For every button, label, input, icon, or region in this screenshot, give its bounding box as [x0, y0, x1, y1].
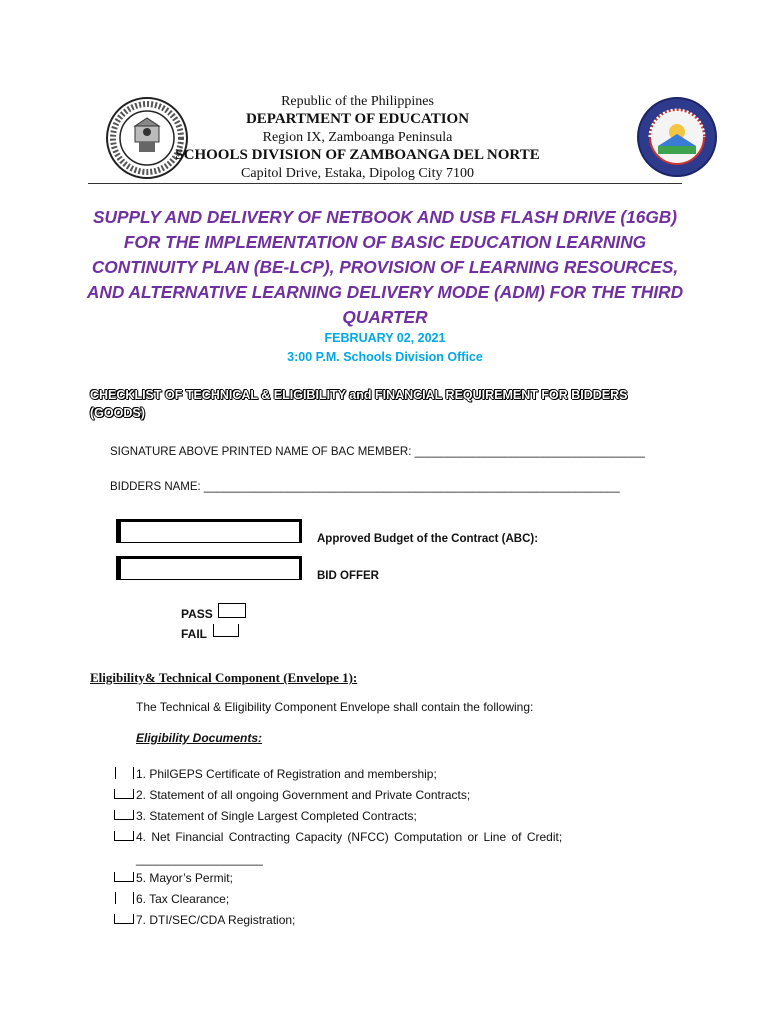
region-line: Region IX, Zamboanga Peninsula	[262, 130, 453, 145]
fail-label: FAIL	[181, 627, 207, 641]
address-line: Capitol Drive, Estaka, Dipolog City 7100	[241, 166, 474, 181]
item-4-continuation: ___________________	[136, 852, 263, 866]
item-5-checkbox[interactable]	[114, 872, 134, 882]
list-item: 4. Net Financial Contracting Capacity (NFCC) Computation or Line of Credit;	[136, 830, 563, 844]
title-line-5: QUARTER	[342, 307, 428, 327]
bid-offer-input-box[interactable]	[116, 556, 302, 580]
abc-label: Approved Budget of the Contract (ABC):	[317, 533, 539, 545]
item-7-checkbox[interactable]	[114, 914, 134, 924]
fail-checkbox[interactable]	[213, 624, 239, 637]
title-line-4: AND ALTERNATIVE LEARNING DELIVERY MODE (ADM) FOR THE THIRD	[86, 282, 684, 302]
eligibility-heading: Eligibility& Technical Component (Envelope 1):	[90, 670, 358, 685]
document-title	[80, 205, 690, 330]
department-line: DEPARTMENT OF EDUCATION	[245, 111, 470, 127]
list-item: 7. DTI/SEC/CDA Registration;	[136, 913, 296, 927]
signature-line: SIGNATURE ABOVE PRINTED NAME OF BAC MEMBER: ____________________________________	[110, 446, 645, 458]
title-line-1: SUPPLY AND DELIVERY OF NETBOOK AND USB FLASH DRIVE (16GB)	[92, 207, 678, 227]
pass-checkbox[interactable]	[218, 603, 246, 618]
item-3-checkbox[interactable]	[114, 810, 134, 820]
republic-line: Republic of the Philippines	[281, 94, 434, 109]
list-item: 1. PhilGEPS Certificate of Registration and membership;	[136, 767, 437, 781]
list-item: 2. Statement of all ongoing Government and Private Contracts;	[136, 788, 471, 802]
division-line: SCHOOLS DIVISION OF ZAMBOANGA DEL NORTE	[175, 147, 540, 163]
bid-date: FEBRUARY 02, 2021	[324, 331, 446, 345]
item-4-checkbox[interactable]	[114, 831, 134, 841]
list-item: 5. Mayor’s Permit;	[136, 871, 233, 885]
division-seal-right	[636, 96, 718, 178]
header-rule	[88, 183, 682, 184]
bid-time: 3:00 P.M. Schools Division Office	[287, 350, 483, 364]
envelope-intro: The Technical & Eligibility Component Envelope shall contain the following:	[136, 700, 534, 714]
item-2-checkbox[interactable]	[114, 789, 134, 799]
item-6-checkbox[interactable]	[115, 892, 116, 904]
item-6-checkbox-edge	[133, 892, 134, 904]
eligibility-docs-heading: Eligibility Documents:	[136, 731, 263, 745]
bidders-name-line: BIDDERS NAME: _________________________________________________________________	[110, 481, 620, 493]
bid-offer-label: BID OFFER	[317, 570, 379, 582]
list-item: 6. Tax Clearance;	[136, 892, 230, 906]
abc-input-box[interactable]	[116, 519, 302, 543]
list-item: 3. Statement of Single Largest Completed Contracts;	[136, 809, 417, 823]
title-line-3: CONTINUITY PLAN (BE-LCP), PROVISION OF LEARNING RESOURCES,	[91, 257, 679, 277]
title-line-2: FOR THE IMPLEMENTATION OF BASIC EDUCATION LEARNING	[123, 232, 647, 252]
checklist-title: CHECKLIST OF TECHNICAL & ELIGIBILITY and FINANCIAL REQUIREMENT FOR BIDDERS (GOODS)	[90, 388, 628, 420]
item-1-checkbox-edge	[133, 767, 134, 779]
item-1-checkbox[interactable]	[115, 767, 116, 779]
pass-label: PASS	[181, 607, 213, 621]
